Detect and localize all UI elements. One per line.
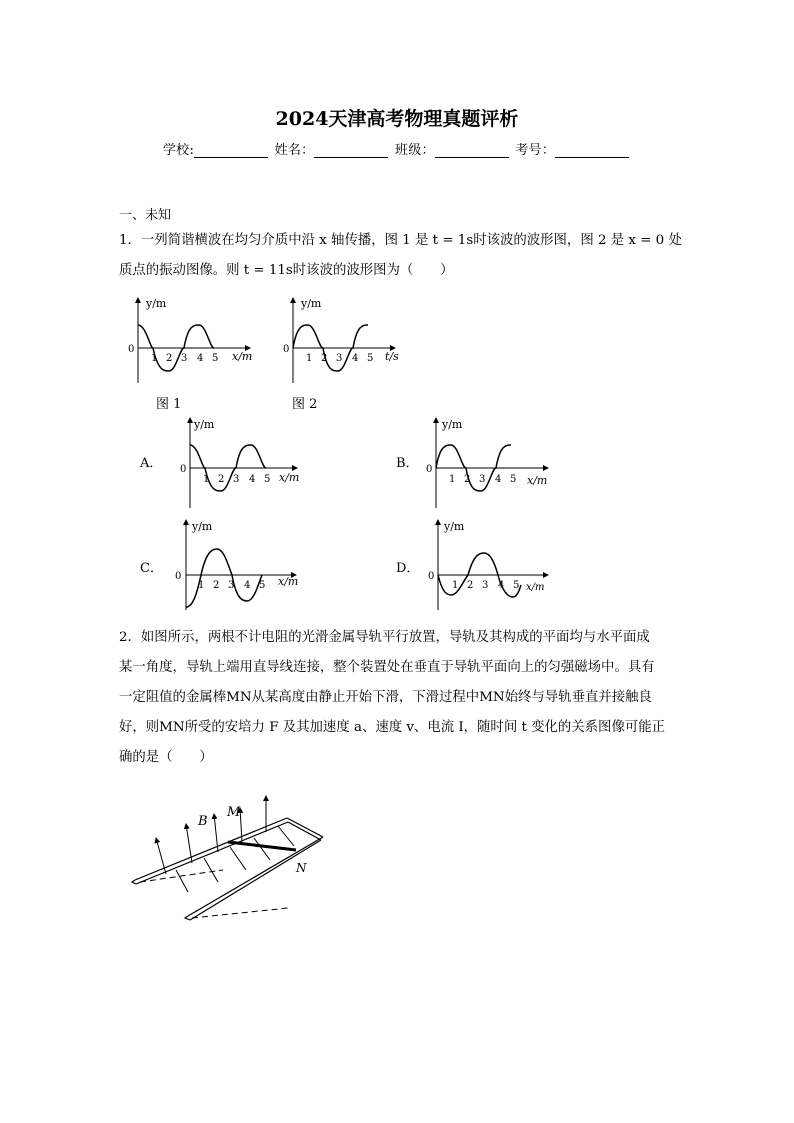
document-title: 2024天津高考物理真题评析 bbox=[275, 108, 519, 130]
y-label: y/m bbox=[442, 418, 463, 431]
tick-1: 1 bbox=[449, 474, 456, 485]
section-heading: 一、未知 bbox=[119, 208, 172, 223]
tick-4: 4 bbox=[197, 353, 204, 364]
y-label: y/m bbox=[301, 297, 322, 310]
x-label: x/m bbox=[278, 575, 299, 588]
option-a-label[interactable]: A． bbox=[140, 456, 163, 471]
tick-3: 3 bbox=[479, 474, 486, 485]
tick-1: 1 bbox=[198, 580, 205, 591]
tick-4: 4 bbox=[498, 580, 505, 591]
fig1-wave-graph bbox=[120, 293, 270, 388]
wave-curve bbox=[186, 549, 262, 607]
rail-diagram bbox=[128, 790, 328, 930]
tick-1: 1 bbox=[306, 353, 313, 364]
label-b: B bbox=[198, 814, 208, 829]
label-n: N bbox=[296, 861, 307, 875]
tick-1: 1 bbox=[151, 353, 158, 364]
tick-5: 5 bbox=[259, 580, 266, 591]
tick-2: 2 bbox=[213, 580, 220, 591]
school-label: 学校: bbox=[162, 143, 195, 158]
option-b-label[interactable]: B． bbox=[396, 456, 419, 471]
q2-text-line5: 确的是（ ） bbox=[119, 750, 213, 765]
top-wire-edge bbox=[288, 822, 321, 840]
tick-2: 2 bbox=[166, 353, 173, 364]
option-d-graph[interactable] bbox=[424, 515, 559, 615]
option-d-label[interactable]: D． bbox=[396, 561, 420, 576]
option-a-graph[interactable] bbox=[172, 413, 307, 513]
fig2-caption: 图 2 bbox=[292, 397, 318, 412]
x-label: x/m bbox=[526, 582, 545, 593]
top-wire bbox=[287, 818, 323, 837]
fig1-caption: 图 1 bbox=[156, 397, 182, 412]
label-m: M bbox=[227, 805, 241, 820]
fig2-vibration-graph bbox=[275, 293, 415, 388]
tick-4: 4 bbox=[495, 474, 502, 485]
class-blank[interactable] bbox=[435, 144, 509, 158]
tick-5: 5 bbox=[510, 474, 517, 485]
tick-3: 3 bbox=[181, 353, 188, 364]
tick-2: 2 bbox=[218, 474, 225, 485]
lower-rail-edge bbox=[190, 840, 321, 920]
student-info-row bbox=[0, 139, 794, 158]
origin-label: 0 bbox=[180, 464, 187, 475]
tick-1: 1 bbox=[452, 580, 459, 591]
tick-3: 3 bbox=[233, 474, 240, 485]
name-blank[interactable] bbox=[314, 144, 388, 158]
field-arrow bbox=[214, 814, 218, 852]
tick-4: 4 bbox=[249, 474, 256, 485]
tick-3: 3 bbox=[228, 580, 235, 591]
tick-5: 5 bbox=[212, 353, 219, 364]
q2-text-line2: 某一角度，导轨上端用直导线连接，整个装置处在垂直于导轨平面向上的匀强磁场中。具有 bbox=[119, 660, 655, 675]
q2-text-line4: 好，则MN所受的安培力 F 及其加速度 a、速度 v、电流 I，随时间 t 变化的关系图像可能正 bbox=[119, 720, 666, 735]
origin-label: 0 bbox=[426, 464, 433, 475]
y-label: y/m bbox=[194, 418, 215, 431]
y-label: y/m bbox=[444, 520, 465, 533]
exam-number-blank[interactable] bbox=[555, 144, 629, 158]
name-label: 姓名： bbox=[274, 143, 315, 158]
tick-5: 5 bbox=[513, 580, 520, 591]
q1-text-line2: 质点的振动图像。则 t = 11s时该波的波形图为（ ） bbox=[119, 263, 454, 278]
class-label: 班级： bbox=[394, 143, 435, 158]
exam-number-label: 考号： bbox=[515, 143, 556, 158]
option-b-graph[interactable] bbox=[420, 413, 560, 513]
tick-5: 5 bbox=[264, 474, 271, 485]
tick-4: 4 bbox=[244, 580, 251, 591]
x-label: x/m bbox=[527, 474, 548, 487]
x-label: x/m bbox=[279, 471, 300, 484]
lower-rail bbox=[188, 837, 323, 916]
school-blank[interactable] bbox=[194, 144, 268, 158]
y-label: y/m bbox=[146, 297, 167, 310]
origin-label: 0 bbox=[283, 344, 290, 355]
tick-2: 2 bbox=[321, 353, 328, 364]
origin-label: 0 bbox=[128, 344, 135, 355]
tick-5: 5 bbox=[367, 353, 374, 364]
tick-2: 2 bbox=[464, 474, 471, 485]
tick-1: 1 bbox=[203, 474, 210, 485]
option-c-label[interactable]: C． bbox=[140, 561, 163, 576]
origin-label: 0 bbox=[175, 571, 182, 582]
t-label: t/s bbox=[385, 350, 399, 363]
q2-text-line3: 一定阻值的金属棒MN从某高度由静止开始下滑，下滑过程中MN始终与导轨垂直并接触良 bbox=[119, 690, 652, 705]
x-label: x/m bbox=[232, 350, 253, 363]
origin-label: 0 bbox=[428, 571, 435, 582]
tick-3: 3 bbox=[336, 353, 343, 364]
option-c-graph[interactable] bbox=[168, 515, 308, 615]
q2-text-line1: 2．如图所示，两根不计电阻的光滑金属导轨平行放置，导轨及其构成的平面均与水平面成 bbox=[119, 630, 650, 645]
tick-4: 4 bbox=[352, 353, 359, 364]
q1-text-line1: 1．一列简谐横波在均匀介质中沿 x 轴传播，图 1 是 t = 1s时该波的波形图，图 2 是 x = 0 处 bbox=[119, 233, 682, 248]
field-arrow bbox=[186, 824, 192, 863]
tick-3: 3 bbox=[482, 580, 489, 591]
y-label: y/m bbox=[192, 520, 213, 533]
tick-2: 2 bbox=[467, 580, 474, 591]
field-arrow bbox=[156, 838, 166, 874]
